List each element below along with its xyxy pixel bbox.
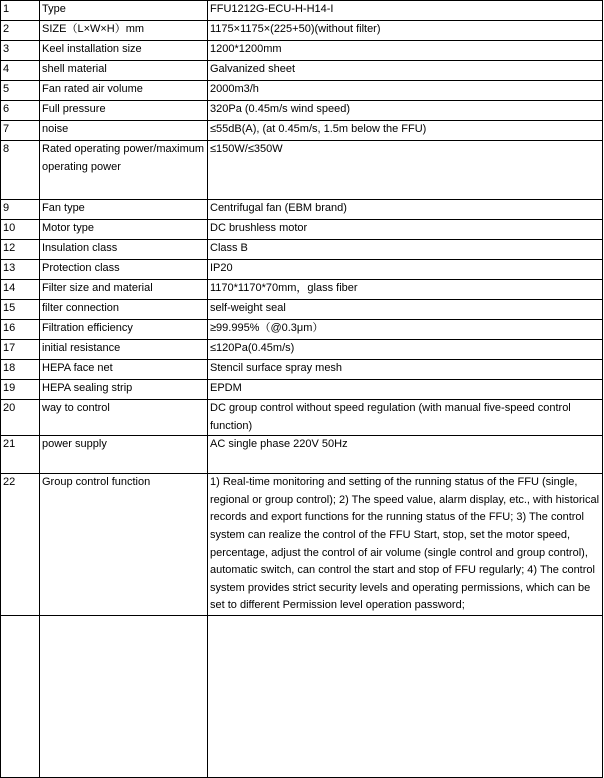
row-spec: 1175×1175×(225+50)(without filter) (208, 21, 603, 41)
row-item: Type (40, 1, 208, 21)
row-item: SIZE（L×W×H）mm (40, 21, 208, 41)
table-row (1, 121, 603, 141)
table-row (1, 200, 603, 220)
table-row (1, 380, 603, 400)
table-row (1, 400, 603, 436)
row-item: Filter size and material (40, 280, 208, 300)
table-row (1, 240, 603, 260)
row-spec: ≤150W/≤350W (208, 141, 603, 200)
row-item: Insulation class (40, 240, 208, 260)
row-item: Rated operating power/maximum operating power (40, 141, 208, 200)
row-spec: ≤120Pa(0.45m/s) (208, 340, 603, 360)
row-number: 5 (1, 81, 40, 101)
row-spec: EPDM (208, 380, 603, 400)
row-spec: Stencil surface spray mesh (208, 360, 603, 380)
row-item: Motor type (40, 220, 208, 240)
row-spec: Galvanized sheet (208, 61, 603, 81)
row-number: 20 (1, 400, 40, 436)
row-number: 14 (1, 280, 40, 300)
table-row (1, 320, 603, 340)
row-number: 16 (1, 320, 40, 340)
table-row (1, 141, 603, 200)
row-number: 10 (1, 220, 40, 240)
row-item: Fan rated air volume (40, 81, 208, 101)
row-item: shell material (40, 61, 208, 81)
row-spec: Class B (208, 240, 603, 260)
table-row (1, 360, 603, 380)
table-row (1, 260, 603, 280)
row-item: initial resistance (40, 340, 208, 360)
row-item: Protection class (40, 260, 208, 280)
row-item: power supply (40, 436, 208, 474)
row-spec: 1) Real-time monitoring and setting of the running status of the FFU (single, regional or group control); 2) The speed value, alarm display, etc., with historical records and export functions for the running status of the FFU; 3) The control system can realize the control of the FFU Start, stop, set the motor speed, percentage, adjust the control of air volume (single control and group control), automatic switch, can control the start and stop of FFU regularly; 4) The control system provides strict security levels and operating permissions, which can be set to different Permission level operation password; (208, 474, 603, 616)
row-spec: FFU1212G-ECU-H-H14-I (208, 1, 603, 21)
row-spec: self-weight seal (208, 300, 603, 320)
row-number: 18 (1, 360, 40, 380)
row-spec: Centrifugal fan (EBM brand) (208, 200, 603, 220)
row-number: 8 (1, 141, 40, 200)
row-item: way to control (40, 400, 208, 436)
row-spec: IP20 (208, 260, 603, 280)
row-number: 17 (1, 340, 40, 360)
table-row (1, 21, 603, 41)
row-number: 4 (1, 61, 40, 81)
row-number: 6 (1, 101, 40, 121)
row-spec: 1170*1170*70mm，glass fiber (208, 280, 603, 300)
table-row (1, 101, 603, 121)
row-number: 9 (1, 200, 40, 220)
row-item: Group control function (40, 474, 208, 616)
row-item: filter connection (40, 300, 208, 320)
row-item: HEPA sealing strip (40, 380, 208, 400)
row-item: Filtration efficiency (40, 320, 208, 340)
table-row (1, 81, 603, 101)
table-row (1, 300, 603, 320)
row-spec: AC single phase 220V 50Hz (208, 436, 603, 474)
row-number: 3 (1, 41, 40, 61)
row-item: noise (40, 121, 208, 141)
row-number: 12 (1, 240, 40, 260)
table-row (1, 474, 603, 616)
row-spec: 1200*1200mm (208, 41, 603, 61)
row-item: HEPA face net (40, 360, 208, 380)
row-number: 13 (1, 260, 40, 280)
row-spec: 2000m3/h (208, 81, 603, 101)
table-row (1, 41, 603, 61)
table-row (1, 436, 603, 474)
row-number: 22 (1, 474, 40, 616)
table-row (1, 1, 603, 21)
row-number: 2 (1, 21, 40, 41)
row-spec: ≥99.995%（@0.3μm） (208, 320, 603, 340)
table-row (1, 280, 603, 300)
row-number: 19 (1, 380, 40, 400)
row-spec: DC group control without speed regulation (with manual five-speed control function) (208, 400, 603, 436)
table-row (1, 220, 603, 240)
row-number: 21 (1, 436, 40, 474)
table-row (1, 340, 603, 360)
row-number: 7 (1, 121, 40, 141)
row-spec: DC brushless motor (208, 220, 603, 240)
row-item: Keel installation size (40, 41, 208, 61)
row-number: 15 (1, 300, 40, 320)
row-item: Full pressure (40, 101, 208, 121)
row-item: Fan type (40, 200, 208, 220)
table-row (1, 61, 603, 81)
row-spec: ≤55dB(A), (at 0.45m/s, 1.5m below the FFU) (208, 121, 603, 141)
row-spec: 320Pa (0.45m/s wind speed) (208, 101, 603, 121)
row-number: 1 (1, 1, 40, 21)
